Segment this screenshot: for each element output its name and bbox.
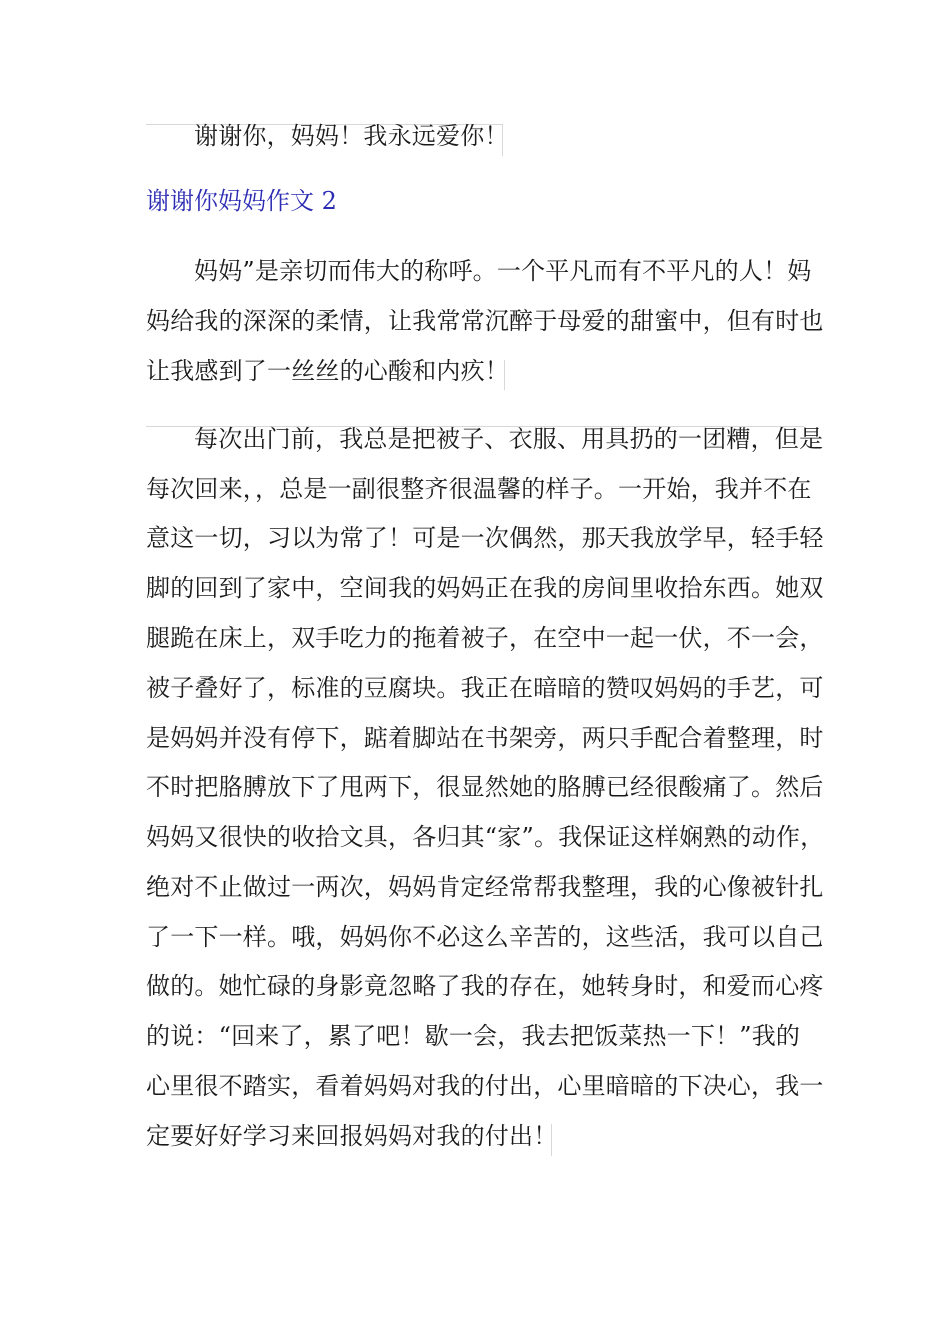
paragraph1-line: 让我感到了一丝丝的心酸和内疚！ <box>146 357 509 385</box>
paragraph2-line: 的说：“回来了，累了吧！歇一会，我去把饭菜热一下！”我的 <box>146 1022 801 1050</box>
paragraph2-line: 妈妈又很快的收拾文具，各归其“家”。我保证这样娴熟的动作， <box>146 823 825 851</box>
paragraph2-line: 每次回来，，总是一副很整齐很温馨的样子。一开始，我并不在 <box>146 475 812 503</box>
paragraph1-line: 妈妈”是亲切而伟大的称呼。一个平凡而有不平凡的人！妈 <box>194 257 812 285</box>
paragraph2-line: 每次出门前，我总是把被子、衣服、用具扔的一团糟，但是 <box>194 425 824 453</box>
paragraph2-line: 是妈妈并没有停下，踮着脚站在书架旁，两只手配合着整理，时 <box>146 724 824 752</box>
paragraph2-line: 腿跪在床上，双手吃力的拖着被子，在空中一起一伏，不一会， <box>146 624 824 652</box>
paragraph2-line: 被子叠好了，标准的豆腐块。我正在暗暗的赞叹妈妈的手艺，可 <box>146 674 824 702</box>
essay-heading: 谢谢你妈妈作文 2 <box>146 187 337 215</box>
paragraph1-line: 妈给我的深深的柔情，让我常常沉醉于母爱的甜蜜中，但有时也 <box>146 307 824 335</box>
paragraph2-line: 做的。她忙碌的身影竟忽略了我的存在，她转身时，和爱而心疼 <box>146 972 824 1000</box>
paragraph2-line: 意这一切，习以为常了！可是一次偶然，那天我放学早，轻手轻 <box>146 524 824 552</box>
paragraph2-line: 心里很不踏实，看着妈妈对我的付出，心里暗暗的下决心，我一 <box>146 1072 824 1100</box>
paragraph2-line: 了一下一样。哦，妈妈你不必这么辛苦的，这些活，我可以自己 <box>146 923 824 951</box>
closing-line: 谢谢你，妈妈！我永远爱你！ <box>194 122 509 150</box>
paragraph2-line: 绝对不止做过一两次，妈妈肯定经常帮我整理，我的心像被针扎 <box>146 873 824 901</box>
paragraph2-line: 不时把胳膊放下了甩两下，很显然她的胳膊已经很酸痛了。然后 <box>146 773 824 801</box>
paragraph2-line: 定要好好学习来回报妈妈对我的付出！ <box>146 1122 558 1150</box>
paragraph2-line: 脚的回到了家中，空间我的妈妈正在我的房间里收拾东西。她双 <box>146 574 824 602</box>
